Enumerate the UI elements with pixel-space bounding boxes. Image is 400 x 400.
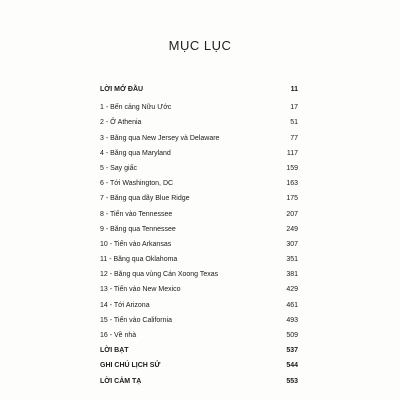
toc-entry-page: 159 <box>286 164 298 172</box>
toc-entry-title: 13 - Tiến vào New Mexico <box>100 286 181 294</box>
toc-entry-title: 7 - Băng qua dãy Blue Ridge <box>100 195 190 203</box>
toc-entry-page: 381 <box>286 271 298 279</box>
toc-entry-foreword[interactable] <box>100 82 298 97</box>
toc-entry-title: 3 - Băng qua New Jersey và Delaware <box>100 134 220 142</box>
toc-entry[interactable] <box>100 161 298 176</box>
toc-entry-afterword[interactable] <box>100 343 298 358</box>
toc-entry-page: 207 <box>286 210 298 218</box>
toc-entry-title: 5 - Say giấc <box>100 164 137 172</box>
toc-entry-title: 12 - Băng qua vùng Cán Xoong Texas <box>100 271 219 279</box>
toc-entry[interactable] <box>100 282 298 297</box>
toc-entry-page: 509 <box>286 332 298 339</box>
toc-entry-title: 1 - Bến cảng Nữu Ước <box>100 104 172 112</box>
toc-entry[interactable] <box>100 191 298 206</box>
toc-entry-page: 249 <box>286 225 298 233</box>
toc-entry-title: LỜI BẠT <box>100 347 129 355</box>
toc-entry-title: 15 - Tiến vào California <box>100 316 172 324</box>
toc-entry-title: 2 - Ở Athenia <box>100 119 142 127</box>
toc-entry-page: 307 <box>286 240 298 248</box>
toc-entry-title: 14 - Tới Arizona <box>100 301 150 309</box>
toc-entry[interactable] <box>100 207 298 222</box>
toc-entry-page: 537 <box>286 347 298 355</box>
table-of-contents <box>100 82 298 389</box>
toc-entry-page: 11 <box>290 86 298 93</box>
toc-entry-page: 51 <box>290 119 298 127</box>
toc-entry-title: 4 - Băng qua Maryland <box>100 149 171 157</box>
toc-entry-acknowledgements[interactable] <box>100 374 298 389</box>
toc-entry-page: 17 <box>290 104 298 112</box>
toc-entry-page: 461 <box>286 301 298 309</box>
toc-entry-title: 11 - Băng qua Oklahoma <box>100 256 178 264</box>
toc-entry-historical-notes[interactable] <box>100 358 298 373</box>
toc-entry[interactable] <box>100 131 298 146</box>
toc-entry-title: 9 - Băng qua Tennessee <box>100 225 176 233</box>
toc-entry[interactable] <box>100 267 298 282</box>
toc-entry-page: 544 <box>286 362 298 370</box>
toc-entry-page: 77 <box>290 134 298 142</box>
toc-entry[interactable] <box>100 298 298 313</box>
toc-entry-title: LỜI MỞ ĐẦU <box>100 86 144 93</box>
page-title: MỤC LỤC <box>168 38 232 53</box>
toc-entry-page: 553 <box>286 377 298 385</box>
toc-entry-title: 6 - Tới Washington, DC <box>100 180 174 188</box>
toc-entry[interactable] <box>100 176 298 191</box>
toc-entry-page: 351 <box>286 256 298 264</box>
toc-entry-title: LỜI CẢM TẠ <box>100 377 142 385</box>
toc-entry-title: 8 - Tiến vào Tennessee <box>100 210 173 218</box>
toc-entry-page: 429 <box>286 286 298 294</box>
toc-entry[interactable] <box>100 328 298 343</box>
toc-entry[interactable] <box>100 115 298 130</box>
toc-entry-page: 493 <box>286 316 298 324</box>
toc-entry-page: 117 <box>286 149 298 157</box>
toc-entry[interactable] <box>100 237 298 252</box>
toc-entry-title: 16 - Về nhà <box>100 332 137 339</box>
toc-entry-page: 175 <box>286 195 298 203</box>
toc-entry[interactable] <box>100 222 298 237</box>
toc-entry[interactable] <box>100 146 298 161</box>
toc-entry[interactable] <box>100 252 298 267</box>
toc-entry-title: GHI CHÚ LỊCH SỬ <box>100 362 161 370</box>
toc-entry[interactable] <box>100 313 298 328</box>
toc-entry-page: 163 <box>286 180 298 188</box>
toc-entry[interactable] <box>100 100 298 115</box>
toc-entry-title: 10 - Tiến vào Arkansas <box>100 240 172 248</box>
